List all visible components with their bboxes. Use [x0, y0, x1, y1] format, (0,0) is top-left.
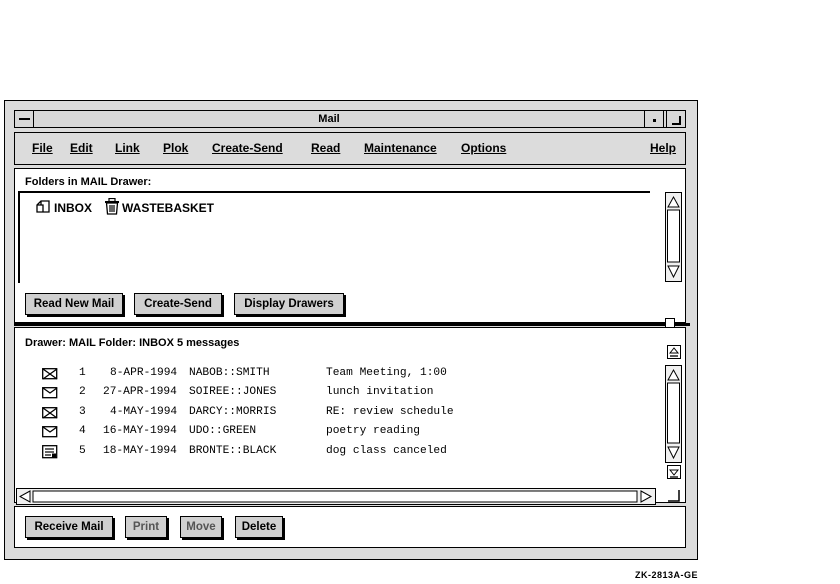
menu-link-label: Link: [115, 141, 140, 155]
menu-options[interactable]: [461, 141, 506, 155]
menu-edit[interactable]: [70, 141, 93, 155]
messages-heading: Drawer: MAIL Folder: INBOX 5 messages: [25, 337, 240, 349]
envelope-icon: [42, 407, 58, 419]
message-from: NABOB::SMITH: [189, 367, 270, 379]
menu-create-send-label: Create-Send: [212, 141, 283, 155]
message-number: 1: [79, 367, 86, 379]
envelope-icon: [42, 387, 58, 399]
menu-read[interactable]: [311, 141, 340, 155]
maximize-button[interactable]: [666, 110, 686, 128]
message-date: 8-APR-1994: [110, 367, 178, 379]
scroll-top-button[interactable]: [667, 345, 681, 359]
envelope-icon: [42, 368, 58, 380]
menu-plok[interactable]: [163, 141, 188, 155]
message-date: 18-MAY-1994: [103, 445, 177, 457]
scroll-corner: [667, 489, 681, 503]
pane-divider: [14, 323, 690, 326]
folder-label-wastebasket[interactable]: WASTEBASKET: [122, 201, 215, 215]
message-date: 16-MAY-1994: [103, 425, 177, 437]
scroll-bottom-button[interactable]: [667, 465, 681, 479]
minimize-button[interactable]: [644, 110, 664, 128]
menu-link[interactable]: [115, 141, 140, 155]
footer-bar: [14, 506, 686, 548]
menu-create-send[interactable]: [212, 141, 283, 155]
messages-scrollbar[interactable]: [665, 365, 682, 463]
message-row-2[interactable]: [42, 386, 482, 402]
menu-options-label: Options: [461, 141, 507, 155]
scroll-top-icon: [668, 346, 680, 358]
folders-scrollbar[interactable]: [665, 192, 682, 282]
message-from: UDO::GREEN: [189, 425, 257, 437]
folder-label-inbox[interactable]: INBOX: [54, 201, 93, 215]
menu-file[interactable]: [32, 141, 53, 155]
window-title: Mail: [318, 113, 340, 125]
message-number: 4: [79, 425, 86, 437]
message-subject: Team Meeting, 1:00: [326, 367, 447, 379]
create-send-button[interactable]: Create-Send: [134, 293, 222, 315]
message-number: 3: [79, 406, 86, 418]
receive-mail-button[interactable]: Receive Mail: [25, 516, 113, 538]
menu-file-label: File: [32, 141, 53, 155]
menu-edit-label: Edit: [70, 141, 93, 155]
message-from: SOIREE::JONES: [189, 386, 277, 398]
envelope-icon: [42, 426, 58, 438]
read-new-mail-button[interactable]: Read New Mail: [25, 293, 123, 315]
message-subject: poetry reading: [326, 425, 420, 437]
message-subject: dog class canceled: [326, 445, 447, 457]
print-button[interactable]: Print: [125, 516, 167, 538]
message-date: 27-APR-1994: [103, 386, 177, 398]
message-subject: lunch invitation: [326, 386, 434, 398]
messages-scrollbar-arrows-icon: [666, 366, 681, 462]
corner-icon: [667, 489, 681, 503]
delete-button[interactable]: Delete: [235, 516, 283, 538]
menu-help[interactable]: [650, 141, 676, 155]
menu-plok-label: Plok: [163, 141, 189, 155]
menu-read-label: Read: [311, 141, 341, 155]
folder-item-inbox[interactable]: [35, 200, 51, 214]
message-row-3[interactable]: [42, 406, 482, 422]
messages-horizontal-scrollbar[interactable]: [16, 488, 656, 505]
folders-scrollbar-arrows-icon: [666, 193, 681, 281]
message-row-4[interactable]: [42, 425, 482, 441]
message-from: DARCY::MORRIS: [189, 406, 277, 418]
message-number: 2: [79, 386, 86, 398]
maximize-icon: [667, 111, 685, 127]
message-row-5[interactable]: [42, 445, 482, 461]
message-row-1[interactable]: [42, 367, 482, 383]
message-number: 5: [79, 445, 86, 457]
display-drawers-button[interactable]: Display Drawers: [234, 293, 344, 315]
move-button[interactable]: Move: [180, 516, 222, 538]
menu-maintenance-label: Maintenance: [364, 141, 437, 155]
scroll-bottom-icon: [668, 466, 680, 478]
message-from: BRONTE::BLACK: [189, 445, 277, 457]
message-subject: RE: review schedule: [326, 406, 454, 418]
folder-item-wastebasket[interactable]: [104, 198, 120, 215]
folders-heading: Folders in MAIL Drawer:: [25, 176, 152, 188]
document-icon: [42, 445, 58, 459]
horizontal-scrollbar-arrows-icon: [17, 489, 655, 504]
figure-credit: ZK-2813A-GE: [634, 570, 698, 580]
menu-help-label: Help: [650, 141, 677, 155]
inbox-icon: [35, 200, 51, 214]
minimize-icon: [645, 111, 663, 127]
menu-maintenance[interactable]: [364, 141, 437, 155]
wastebasket-icon: [104, 198, 120, 215]
message-date: 4-MAY-1994: [110, 406, 178, 418]
